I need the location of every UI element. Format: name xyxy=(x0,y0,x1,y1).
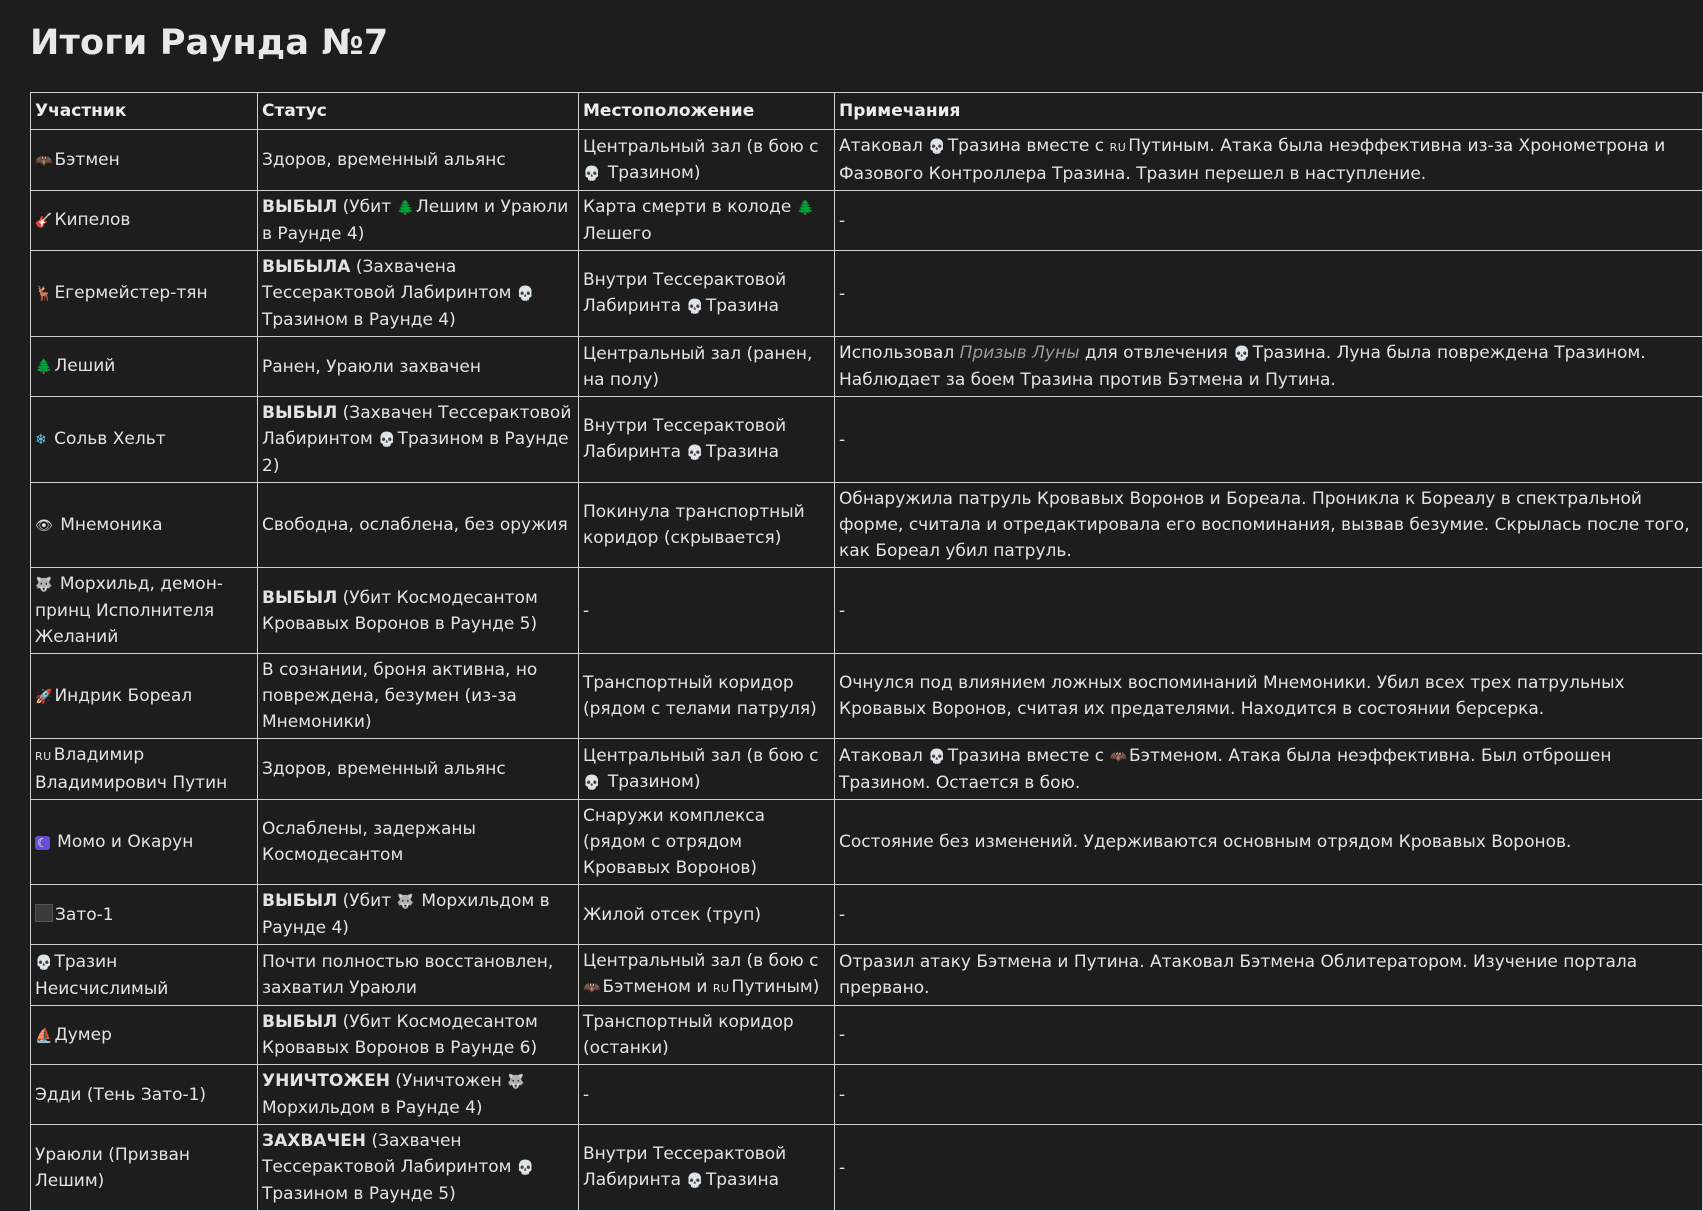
notes-italic: Призыв Луны xyxy=(959,343,1080,363)
snowflake-icon: ❄ xyxy=(35,432,47,448)
participant-cell xyxy=(31,885,258,945)
moon-icon: ☾ xyxy=(37,835,48,850)
participant-cell xyxy=(31,483,258,568)
wolf-icon: 🐺 xyxy=(396,894,414,910)
tree-icon: 🌲 xyxy=(35,359,53,375)
notes-cell: Очнулся под влиянием ложных воспоминаний Мнемоники. Убил всех трех патрульных Кровавых Воронов, считая их предателями. Находится в состоянии берсерка. xyxy=(835,654,1703,739)
status-badge: ЗАХВАЧЕН xyxy=(262,1131,367,1151)
header-participant: Участник xyxy=(31,93,258,130)
notes-cell: - xyxy=(835,1065,1703,1125)
skull-icon: 💀 xyxy=(378,432,396,448)
skull-icon: 💀 xyxy=(928,139,946,155)
notes-cell: Состояние без изменений. Удерживаются основным отрядом Кровавых Воронов. xyxy=(835,800,1703,885)
participant-name: Индрик Бореал xyxy=(54,685,193,706)
table-row xyxy=(31,251,1703,337)
notes-cell: Отразил атаку Бэтмена и Путина. Атаковал Бэтмена Облитератором. Изучение портала прервано. xyxy=(835,945,1703,1006)
ru-flag-icon: RU xyxy=(35,750,52,763)
location-cell xyxy=(579,191,835,251)
notes-text: Тразина вместе с xyxy=(947,745,1105,766)
table-row xyxy=(31,739,1703,800)
location-cell: - xyxy=(579,1065,835,1125)
status-cell: Ослаблены, задержаны Космодесантом xyxy=(258,800,579,885)
status-cell xyxy=(258,191,579,251)
participant-cell xyxy=(31,739,258,800)
participant-name: Леший xyxy=(54,356,116,376)
table-row xyxy=(31,800,1703,885)
status-badge: ВЫБЫЛ xyxy=(262,587,338,608)
notes-cell xyxy=(835,739,1703,800)
bat-icon: 🦇 xyxy=(1109,748,1127,765)
table-row xyxy=(31,945,1703,1006)
location-text: Тразином) xyxy=(607,162,701,183)
location-text: Тразина xyxy=(705,296,780,316)
notes-cell: - xyxy=(835,397,1703,483)
status-text: (Убит xyxy=(342,891,392,911)
guitar-icon: 🎸 xyxy=(35,213,53,229)
wolf-icon: 🐺 xyxy=(35,577,53,593)
skull-icon: 💀 xyxy=(583,165,601,182)
notes-text: Использовал xyxy=(839,343,955,363)
table-row xyxy=(31,130,1703,191)
table-row xyxy=(31,568,1703,654)
location-cell xyxy=(579,251,835,337)
participant-cell xyxy=(31,1006,258,1065)
header-location: Местоположение xyxy=(579,93,835,130)
status-text: (Убит Космодесантом Кровавых Воронов в Раунде 6) xyxy=(262,1012,538,1058)
participant-cell xyxy=(31,568,258,654)
participant-name: Зато-1 xyxy=(55,904,114,925)
eye-icon: 👁 xyxy=(35,517,53,534)
participant-cell xyxy=(31,654,258,739)
participant-name: Владимир Владимирович Путин xyxy=(35,745,228,793)
status-text: Морхильдом в Раунде 4) xyxy=(262,1098,483,1118)
skull-icon: 💀 xyxy=(928,748,946,765)
status-cell xyxy=(258,251,579,337)
location-cell: Покинула транспортный коридор (скрывается) xyxy=(579,483,835,568)
table-row xyxy=(31,1065,1703,1125)
status-cell xyxy=(258,1006,579,1065)
participant-name: Сольв Хельт xyxy=(54,429,166,449)
notes-text: Атаковал xyxy=(839,136,923,156)
participant-name: Думер xyxy=(54,1024,112,1045)
status-badge: ВЫБЫЛА xyxy=(262,257,351,277)
bat-icon: 🦇 xyxy=(583,980,601,996)
participant-cell xyxy=(31,191,258,251)
notes-text: Атаковал xyxy=(839,745,923,766)
ru-flag-icon: RU xyxy=(712,982,730,995)
location-cell: Центральный зал (ранен, на полу) xyxy=(579,337,835,397)
deer-icon: 🦌 xyxy=(35,286,53,302)
notes-cell xyxy=(835,337,1703,397)
header-status: Статус xyxy=(258,93,579,130)
results-table xyxy=(30,92,1703,1211)
participant-cell xyxy=(31,397,258,483)
location-text: Внутри Тессерактовой Лабиринта xyxy=(583,1144,787,1190)
notes-text: Бэтменом. Атака была неэффективна. Был отброшен Тразином. Остается в бою. xyxy=(839,745,1612,793)
status-text: Тразином в Раунде 5) xyxy=(262,1184,456,1204)
participant-name: Кипелов xyxy=(54,210,131,230)
skull-icon: 💀 xyxy=(516,1160,535,1176)
location-cell xyxy=(579,1125,835,1211)
status-cell: Здоров, временный альянс xyxy=(258,130,579,191)
status-cell: В сознании, броня активна, но повреждена, безумен (из-за Мнемоники) xyxy=(258,654,579,739)
status-cell xyxy=(258,885,579,945)
table-row xyxy=(31,1125,1703,1211)
status-cell: Здоров, временный альянс xyxy=(258,739,579,800)
table-header-row xyxy=(31,93,1703,130)
skull-icon: 💀 xyxy=(583,774,601,791)
participant-cell xyxy=(31,130,258,191)
location-text: Лешего xyxy=(583,224,652,244)
page-title: Итоги Раунда №7 xyxy=(30,23,389,63)
participant-name: Егермейстер-тян xyxy=(54,283,208,303)
location-text: Тразина xyxy=(705,442,780,462)
tree-icon: 🌲 xyxy=(396,200,414,216)
participant-cell xyxy=(31,337,258,397)
status-text: (Захвачена Тессерактовой Лабиринтом xyxy=(262,257,512,303)
skull-icon: 💀 xyxy=(516,286,535,302)
table-row xyxy=(31,397,1703,483)
table-row xyxy=(31,885,1703,945)
status-text: Тразином в Раунде 2) xyxy=(262,429,569,476)
rocket-icon: 🚀 xyxy=(35,688,53,705)
location-cell xyxy=(579,130,835,191)
location-text: Центральный зал (в бою с xyxy=(583,951,819,971)
notes-cell: - xyxy=(835,251,1703,337)
location-cell: Транспортный коридор (рядом с телами патруля) xyxy=(579,654,835,739)
skull-icon: 💀 xyxy=(686,299,704,315)
participant-cell xyxy=(31,800,258,885)
boat-icon: ⛵ xyxy=(35,1027,53,1044)
skull-icon: 💀 xyxy=(1233,346,1251,362)
location-text: Бэтменом и xyxy=(602,977,708,997)
status-cell: Почти полностью восстановлен, захватил Ураюли xyxy=(258,945,579,1006)
participant-cell xyxy=(31,945,258,1006)
notes-text: Тразина. Луна была повреждена Тразином. Наблюдает за боем Тразина против Бэтмена и Путина. xyxy=(839,343,1646,390)
table-row xyxy=(31,654,1703,739)
skull-icon: 💀 xyxy=(35,954,53,971)
status-text: Морхильдом в Раунде 4) xyxy=(262,891,550,938)
table-row xyxy=(31,1006,1703,1065)
notes-cell: - xyxy=(835,1006,1703,1065)
status-cell: Свободна, ослаблена, без оружия xyxy=(258,483,579,568)
notes-text: для отвлечения xyxy=(1084,343,1228,363)
table-row xyxy=(31,191,1703,251)
location-text: Внутри Тессерактовой Лабиринта xyxy=(583,416,787,462)
participant-cell xyxy=(31,251,258,337)
wolf-icon: 🐺 xyxy=(507,1074,525,1090)
notes-cell: - xyxy=(835,1125,1703,1211)
status-cell xyxy=(258,397,579,483)
participant-name: Морхильд, демон-принц Исполнителя Желаний xyxy=(35,574,223,647)
status-cell xyxy=(258,1065,579,1125)
location-cell: Транспортный коридор (останки) xyxy=(579,1006,835,1065)
table-row xyxy=(31,337,1703,397)
location-cell xyxy=(579,397,835,483)
location-cell: Жилой отсек (труп) xyxy=(579,885,835,945)
skull-icon: 💀 xyxy=(686,1173,704,1189)
notes-text: Тразина вместе с xyxy=(947,136,1105,156)
notes-cell: Обнаружила патруль Кровавых Воронов и Бореала. Проникла к Бореалу в спектральной форме, считала и отредактировала его воспоминания, вызвав безумие. Скрылась после того, как Бореал убил патруль. xyxy=(835,483,1703,568)
black-square-icon xyxy=(35,904,53,922)
location-text: Тразина xyxy=(705,1170,780,1190)
location-text: Внутри Тессерактовой Лабиринта xyxy=(583,270,787,316)
participant-name: Мнемоника xyxy=(60,514,163,535)
participant-name: Момо и Окарун xyxy=(57,831,194,852)
location-cell: Снаружи комплекса (рядом с отрядом Кровавых Воронов) xyxy=(579,800,835,885)
location-text: Карта смерти в колоде xyxy=(583,197,792,217)
status-cell xyxy=(258,1125,579,1211)
status-badge: ВЫБЫЛ xyxy=(262,1012,338,1032)
location-cell xyxy=(579,945,835,1006)
bat-icon: 🦇 xyxy=(35,152,53,169)
status-badge: УНИЧТОЖЕН xyxy=(262,1071,390,1091)
tree-icon: 🌲 xyxy=(796,200,815,216)
notes-cell xyxy=(835,130,1703,191)
location-text: Центральный зал (в бою с xyxy=(583,745,819,766)
participant-cell: Ураюли (Призван Лешим) xyxy=(31,1125,258,1211)
notes-cell: - xyxy=(835,885,1703,945)
notes-cell: - xyxy=(835,568,1703,654)
status-text: Тразином в Раунде 4) xyxy=(262,310,456,330)
status-text: Лешим и Ураюли в Раунде 4) xyxy=(262,197,569,244)
table-row xyxy=(31,483,1703,568)
notes-text: Путиным. Атака была неэффективна из-за Хронометрона и Фазового Контроллера Тразина. Тразин перешел в наступление. xyxy=(839,136,1666,184)
skull-icon: 💀 xyxy=(686,445,704,461)
participant-name: Бэтмен xyxy=(54,149,120,170)
status-cell: Ранен, Ураюли захвачен xyxy=(258,337,579,397)
status-text: (Захвачен Тессерактовой Лабиринтом xyxy=(262,403,572,449)
location-text: Центральный зал (в бою с xyxy=(583,136,819,157)
participant-cell: Эдди (Тень Зато-1) xyxy=(31,1065,258,1125)
status-badge: ВЫБЫЛ xyxy=(262,403,338,423)
location-text: Путиным) xyxy=(731,977,820,997)
status-badge: ВЫБЫЛ xyxy=(262,197,338,217)
header-notes: Примечания xyxy=(835,93,1703,130)
participant-name: Тразин Неисчислимый xyxy=(35,951,169,999)
status-text: (Уничтожен xyxy=(395,1071,502,1091)
notes-cell: - xyxy=(835,191,1703,251)
location-cell: - xyxy=(579,568,835,654)
location-cell xyxy=(579,739,835,800)
status-text: (Убит xyxy=(342,197,392,217)
status-text: (Захвачен Тессерактовой Лабиринтом xyxy=(262,1131,512,1177)
location-text: Тразином) xyxy=(607,771,701,792)
status-text: (Убит Космодесантом Кровавых Воронов в Раунде 5) xyxy=(262,587,538,634)
status-cell xyxy=(258,568,579,654)
status-badge: ВЫБЫЛ xyxy=(262,891,338,911)
ru-flag-icon: RU xyxy=(1109,141,1127,154)
